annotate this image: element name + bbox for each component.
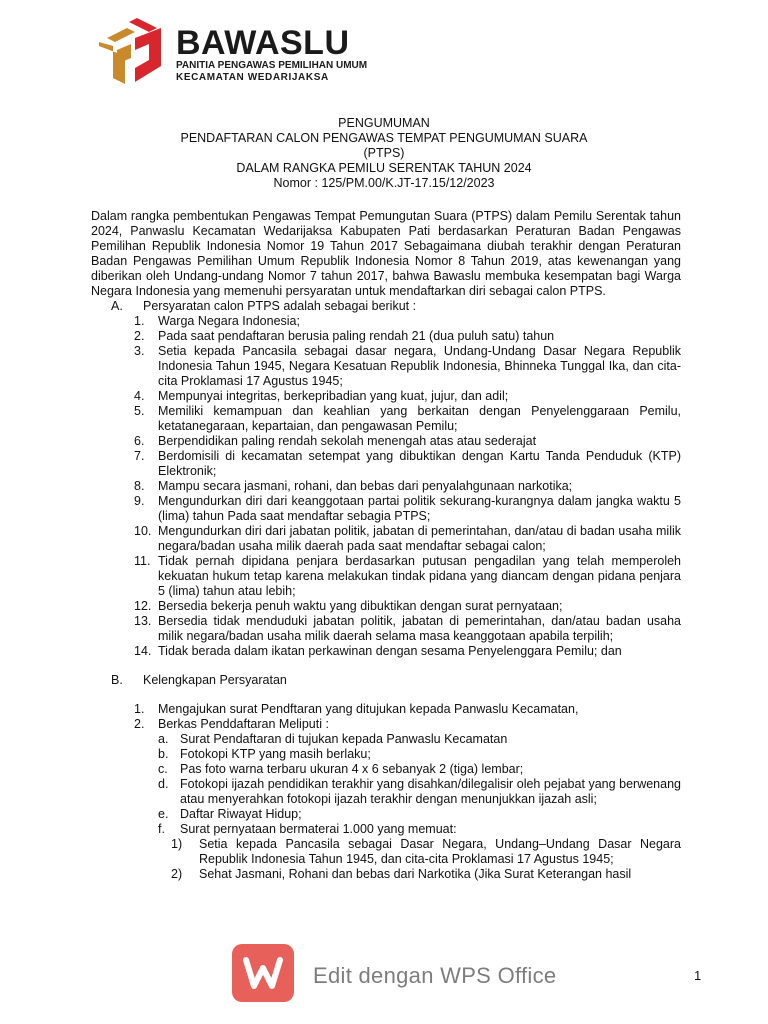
title-line2: PENDAFTARAN CALON PENGAWAS TEMPAT PENGUMUMAN SUARA bbox=[180, 131, 588, 145]
list-item: 9. Mengundurkan diri dari keanggotaan partai politik sekurang-kurangnya dalam jangka waktu 5 (lima) tahun Pada saat mendaftar sebagia PTPS; bbox=[134, 494, 681, 523]
list-item: d. Fotokopi ijazah pendidikan terakhir yang disahkan/dilegalisir oleh pejabat yang berwenang atau menyerahkan fotokopi ijazah terakhir dengan menunjukkan ijazah asli; bbox=[158, 777, 681, 806]
section-a-heading bbox=[91, 299, 681, 314]
list-item: 1) Setia kepada Pancasila sebagai Dasar Negara, Undang–Undang Dasar Negara Republik Indonesia Tahun 1945, dan cita-cita Proklamasi 17 Agustus 1945; bbox=[171, 837, 681, 866]
completeness-list bbox=[91, 702, 681, 732]
wps-office-badge[interactable] bbox=[232, 944, 294, 1002]
title-line4: DALAM RANGKA PEMILU SERENTAK TAHUN 2024 bbox=[236, 161, 532, 175]
section-a bbox=[91, 299, 681, 659]
wps-edit-link[interactable]: Edit dengan WPS Office bbox=[313, 963, 557, 988]
requirements-list bbox=[91, 314, 681, 659]
list-item: 11. Tidak pernah dipidana penjara berdasarkan putusan pengadilan yang telah memperoleh kekuatan hukum tetap karena melakukan tindak pidana yang diancam dengan pidana penjara 5 (lima) tahun atau lebih; bbox=[134, 554, 681, 598]
list-item: 7. Berdomisili di kecamatan setempat yang dibuktikan dengan Kartu Tanda Penduduk (KTP) Elektronik; bbox=[134, 449, 681, 478]
document-body bbox=[91, 209, 681, 882]
section-b-label: B. bbox=[111, 673, 123, 687]
wps-logo-icon bbox=[232, 944, 294, 1002]
list-item: 6. Berpendidikan paling rendah sekolah menengah atas atau sederajat bbox=[134, 434, 537, 448]
list-item: 3. Setia kepada Pancasila sebagai dasar negara, Undang-Undang Dasar Negara Republik Indonesia Tahun 1945, Negara Kesatuan Republik Indonesia, Bhinneka Tunggal Ika, dan cita-cita Proklamasi 17 Agustus 1945; bbox=[134, 344, 681, 388]
list-item: 4. Mempunyai integritas, berkepribadian yang kuat, jujur, dan adil; bbox=[134, 389, 509, 403]
list-item: 5. Memiliki kemampuan dan keahlian yang berkaitan dengan Penyelenggaraan Pemilu, ketatanegaraan, kepartaian, dan pengawasan Pemilu; bbox=[134, 404, 681, 433]
org-name: BAWASLU bbox=[176, 24, 350, 62]
bawaslu-logo-icon bbox=[97, 16, 167, 86]
sub-list bbox=[91, 732, 681, 882]
org-sub2: KECAMATAN WEDARIJAKSA bbox=[176, 72, 329, 83]
list-item: 2) Sehat Jasmani, Rohani dan bebas dari Narkotika (Jika Surat Keterangan hasil bbox=[171, 867, 632, 881]
sub-sub-list bbox=[149, 837, 681, 882]
intro-paragraph: Dalam rangka pembentukan Pengawas Tempat Pemungutan Suara (PTPS) dalam Pemilu Serentak tahun 2024, Panwaslu Kecamatan Wedarijaksa Kabupaten Pati berdasarkan Peraturan Badan Pengawas Pemilihan Republik Indonesia Nomor 19 Tahun 2017 Sebagaimana diubah terakhir dengan Peraturan Badan Pengawas Pemilihan Umum Republik Indonesia Nomor 8 Tahun 2019, atas kewenangan yang diberikan oleh Undang-undang Nomor 7 tahun 2017, bahwa Bawaslu membuka kesempatan bagi Warga Negara Indonesia yang memenuhi persyaratan untuk mendaftarkan diri sebagai calon PTPS. bbox=[91, 209, 681, 298]
list-item: a. Surat Pendaftaran di tujukan kepada Panwaslu Kecamatan bbox=[158, 732, 508, 746]
section-b-heading bbox=[91, 673, 681, 688]
section-a-label: A. bbox=[111, 299, 123, 313]
list-item: 8. Mampu secara jasmani, rohani, dan bebas dari penyalahgunaan narkotika; bbox=[134, 479, 573, 493]
list-item: 2. Pada saat pendaftaran berusia paling rendah 21 (dua puluh satu) tahun bbox=[134, 329, 555, 343]
list-item: f. Surat pernyataan bermaterai 1.000 yang memuat: bbox=[158, 822, 457, 836]
list-item: 10. Mengundurkan diri dari jabatan politik, jabatan di pemerintahan, dan/atau di badan usaha milik negara/badan usaha milik daerah pada saat mendaftar sebagai calon; bbox=[134, 524, 681, 553]
announcement-title bbox=[0, 116, 768, 191]
list-item: 14. Tidak berada dalam ikatan perkawinan dengan sesama Penyelenggara Pemilu; dan bbox=[134, 644, 622, 658]
brand-block bbox=[176, 26, 367, 84]
document-number: Nomor : 125/PM.00/K.JT-17.15/12/2023 bbox=[273, 176, 495, 190]
page-number: 1 bbox=[694, 968, 702, 983]
list-item: 2. Berkas Penddaftaran Meliputi : bbox=[134, 717, 329, 731]
list-item: c. Pas foto warna terbaru ukuran 4 x 6 sebanyak 2 (tiga) lembar; bbox=[158, 762, 524, 776]
list-item: 1. Warga Negara Indonesia; bbox=[134, 314, 300, 328]
org-sub1: PANITIA PENGAWAS PEMILIHAN UMUM bbox=[176, 60, 368, 71]
list-item: 12. Bersedia bekerja penuh waktu yang dibuktikan dengan surat pernyataan; bbox=[134, 599, 563, 613]
title-line1: PENGUMUMAN bbox=[338, 116, 430, 130]
list-item: 13. Bersedia tidak menduduki jabatan politik, jabatan di pemerintahan, dan/atau badan usaha milik negara/badan usaha milik daerah selama masa keanggotaan apabila terpilih; bbox=[134, 614, 681, 643]
list-item: 1. Mengajukan surat Pendftaran yang ditujukan kepada Panwaslu Kecamatan, bbox=[134, 702, 579, 716]
list-item: b. Fotokopi KTP yang masih berlaku; bbox=[158, 747, 371, 761]
section-a-title: Persyaratan calon PTPS adalah sebagai berikut : bbox=[143, 299, 417, 313]
section-b bbox=[91, 673, 681, 882]
list-item: e. Daftar Riwayat Hidup; bbox=[158, 807, 302, 821]
title-line3: (PTPS) bbox=[363, 146, 405, 160]
section-b-title: Kelengkapan Persyaratan bbox=[143, 673, 287, 687]
